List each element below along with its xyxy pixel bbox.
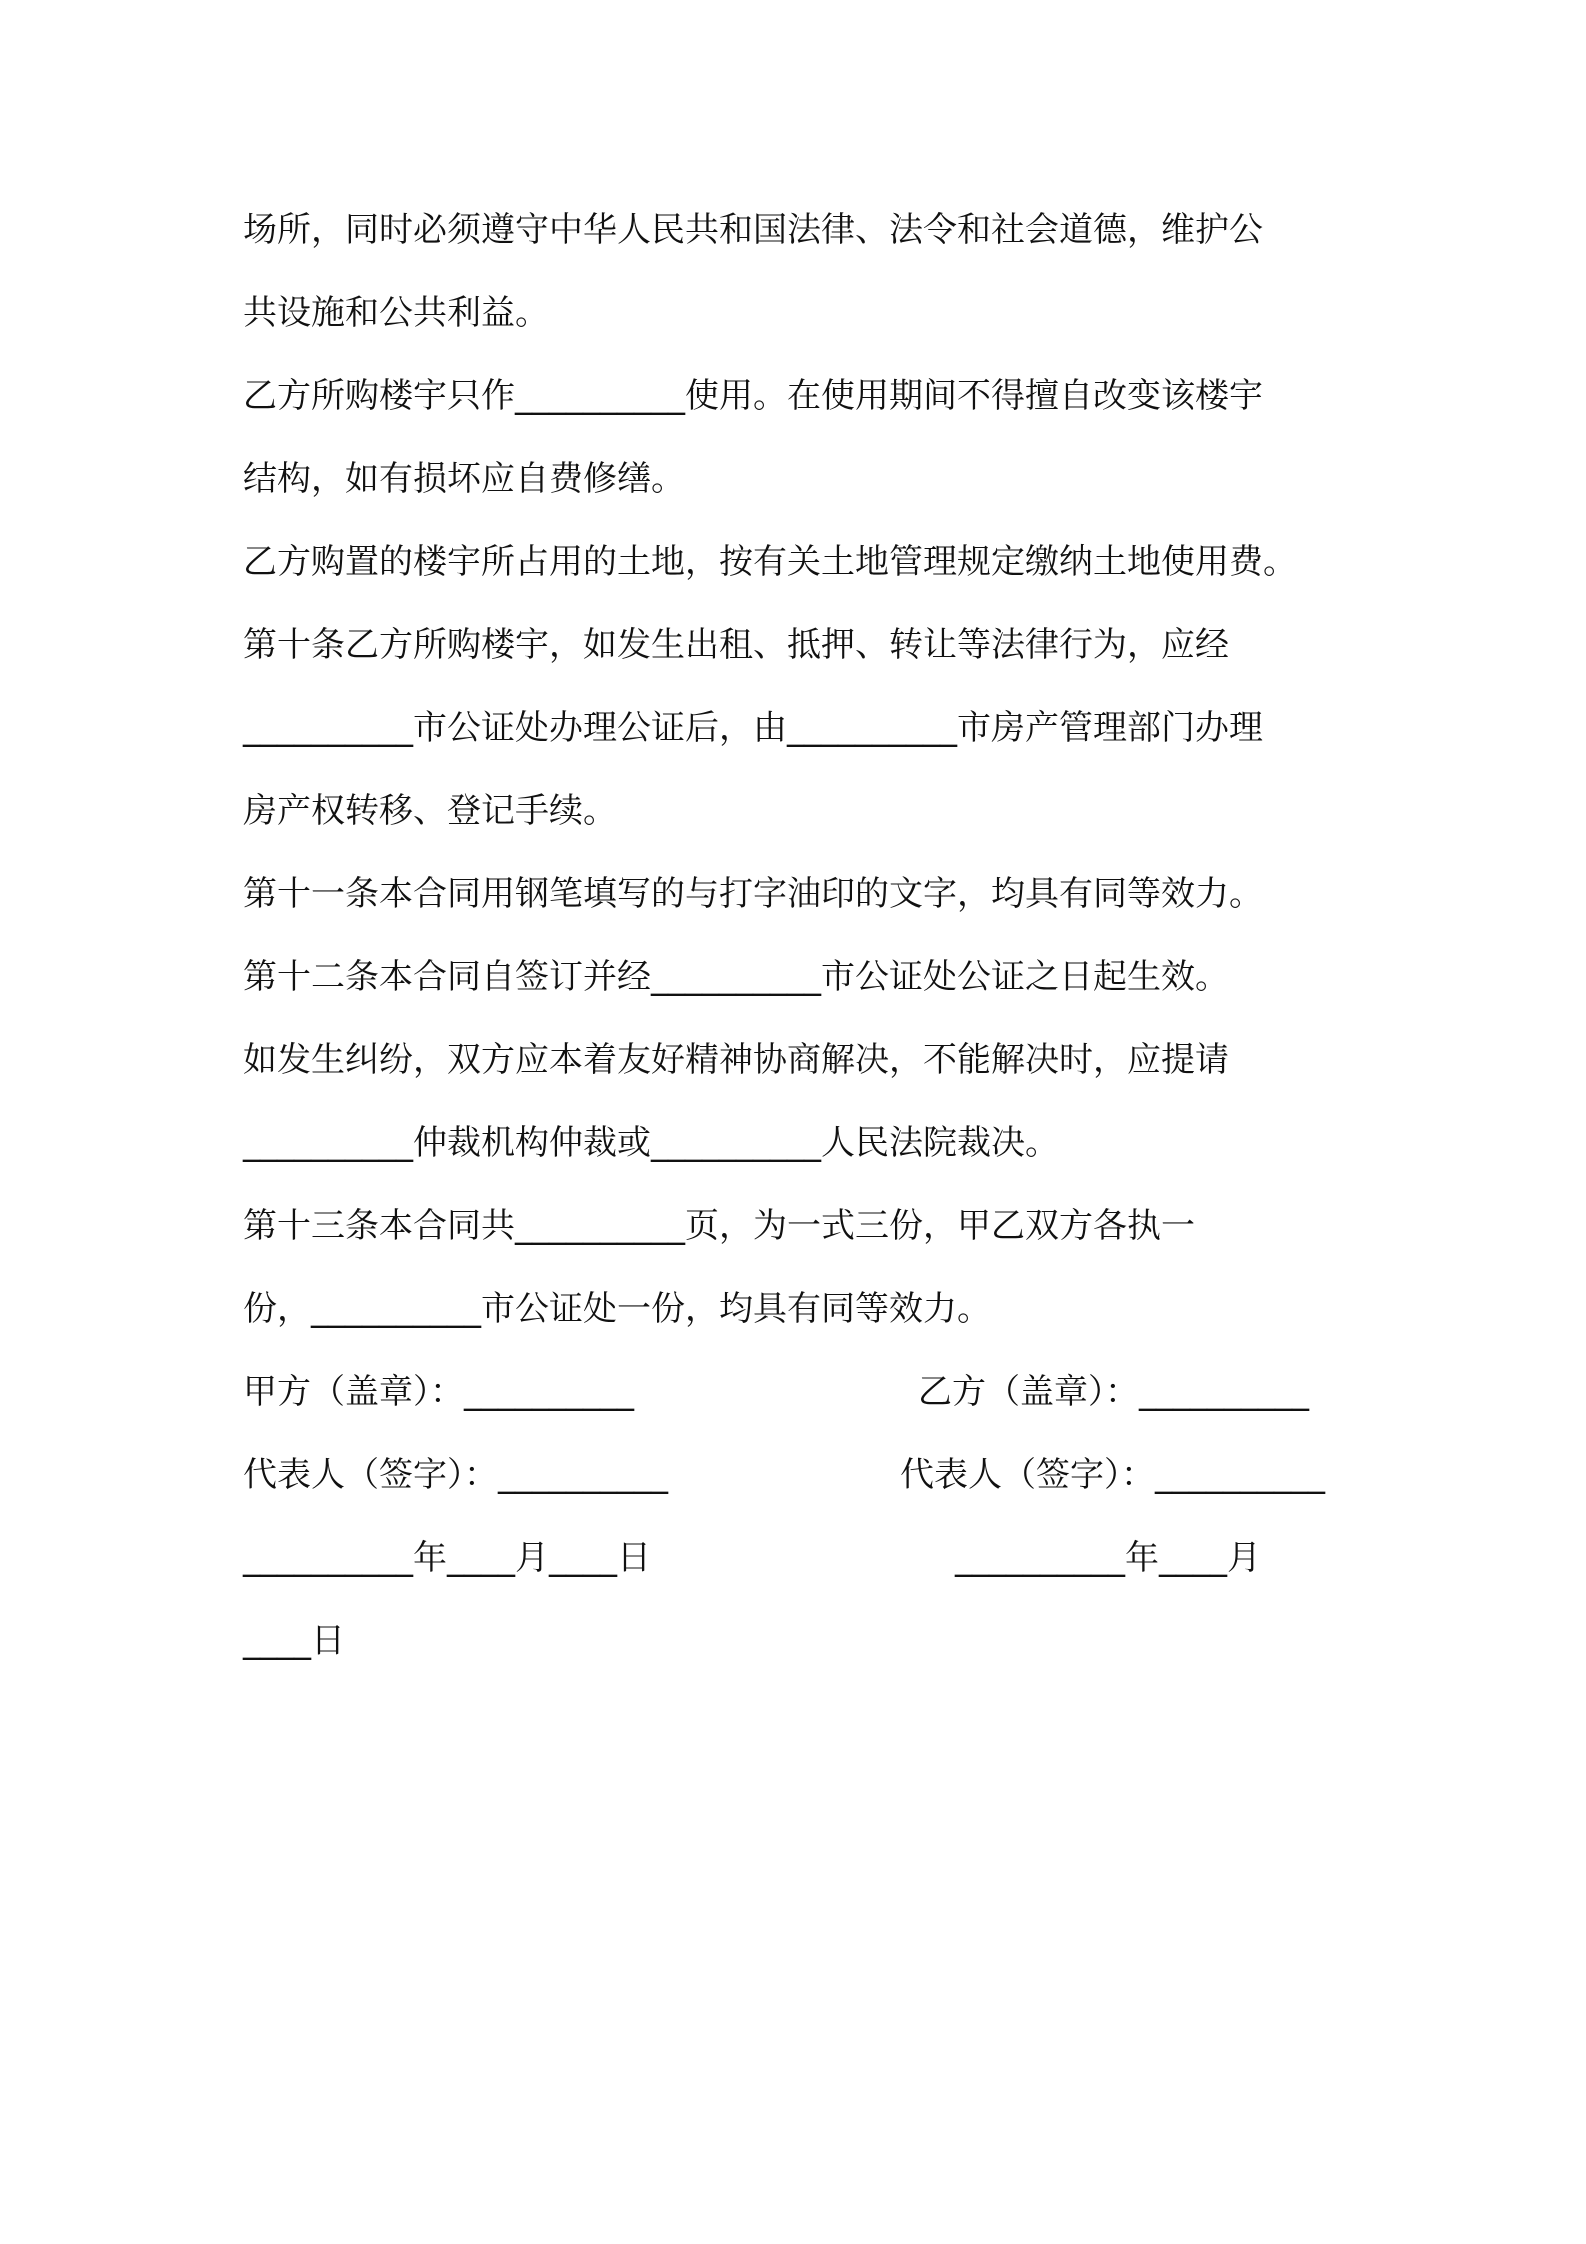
- party-a-date-line: __________年____月____日: [243, 1538, 651, 1578]
- party-b-date-line: __________年____月: [955, 1538, 1261, 1578]
- paragraph-line: 共设施和公共利益。: [243, 293, 549, 333]
- paragraph-line: 第十三条本合同共__________页，为一式三份，甲乙双方各执一: [243, 1206, 1195, 1246]
- paragraph-line: 结构，如有损坏应自费修缮。: [243, 459, 685, 499]
- paragraph-line: 第十条乙方所购楼宇，如发生出租、抵押、转让等法律行为，应经: [243, 625, 1229, 665]
- paragraph-line: __________市公证处办理公证后，由__________市房产管理部门办理: [243, 708, 1263, 748]
- paragraph-line: 场所，同时必须遵守中华人民共和国法律、法令和社会道德，维护公: [243, 210, 1263, 250]
- paragraph-line: 乙方所购楼宇只作__________使用。在使用期间不得擅自改变该楼宇: [243, 376, 1263, 416]
- paragraph-line: __________仲裁机构仲裁或__________人民法院裁决。: [243, 1123, 1059, 1163]
- paragraph-line: 第十一条本合同用钢笔填写的与打字油印的文字，均具有同等效力。: [243, 874, 1263, 914]
- paragraph-line: 乙方购置的楼宇所占用的土地，按有关土地管理规定缴纳土地使用费。: [243, 542, 1297, 582]
- paragraph-line: 第十二条本合同自签订并经__________市公证处公证之日起生效。: [243, 957, 1229, 997]
- party-b-day-line: ____日: [243, 1621, 345, 1661]
- party-a-representative-line: 代表人（签字）：__________: [243, 1455, 668, 1495]
- party-b-seal-line: 乙方（盖章）：__________: [918, 1372, 1309, 1412]
- paragraph-line: 如发生纠纷，双方应本着友好精神协商解决，不能解决时，应提请: [243, 1040, 1229, 1080]
- party-a-seal-line: 甲方（盖章）：__________: [243, 1372, 634, 1412]
- party-b-representative-line: 代表人（签字）：__________: [900, 1455, 1325, 1495]
- paragraph-line: 房产权转移、登记手续。: [243, 791, 617, 831]
- paragraph-line: 份，__________市公证处一份，均具有同等效力。: [243, 1289, 991, 1329]
